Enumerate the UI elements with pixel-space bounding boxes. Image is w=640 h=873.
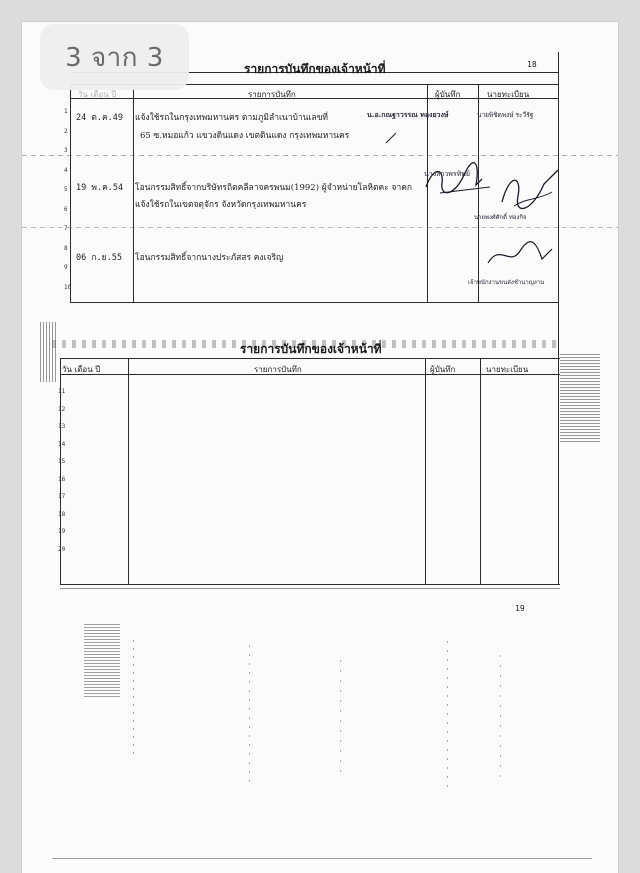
entry-1-recorder-stamp: น.อ.กณฐาวรรณ ทองยวงษ์ — [367, 111, 449, 119]
sheet-top-row-number: 10 — [64, 283, 72, 291]
sheet-top-row-number: 8 — [64, 244, 68, 252]
sheet-bottom-row-number: 20 — [58, 545, 66, 553]
scan-smudge-left — [84, 622, 120, 697]
sheet-top-page-number: 18 — [527, 60, 537, 69]
scan-dash-line-2 — [22, 227, 618, 228]
entry-1-registrar-stamp: นายพิชิตพงษ์ ระวีรัฐ — [477, 111, 534, 119]
sheet-bottom-col-registrar: นายทะเบียน — [486, 365, 529, 374]
sheet-top-title: รายการบันทึกของเจ้าหน้าที่ — [244, 62, 386, 76]
entry-2-date: 19 พ.ค.54 — [76, 183, 124, 193]
scan-dotted-column-4 — [447, 637, 448, 787]
scan-dash-line-1 — [22, 155, 618, 156]
sheet-top-row-number: 4 — [64, 166, 68, 174]
signature-entry-3-registrar — [480, 237, 560, 277]
page-indicator: 3 จาก 3 — [40, 24, 189, 90]
sheet-top-row-number: 9 — [64, 264, 68, 271]
entry-3-registrar-stamp: เจ้าพนักงานขนส่งชำนาญงาน — [468, 279, 545, 286]
sheet-top-col-registrar: นายทะเบียน — [487, 90, 530, 99]
signature-entry-1-recorder — [382, 127, 412, 147]
sheet-top-row-number: 5 — [64, 186, 68, 193]
sheet-bottom-page-number: 19 — [515, 604, 525, 613]
scanned-page — [22, 22, 618, 873]
sheet-bottom-row-number: 15 — [58, 458, 66, 465]
sheet-bottom-row-number: 19 — [58, 528, 66, 535]
scan-dotted-column-3 — [340, 652, 341, 772]
sheet-top-row-number: 1 — [64, 108, 68, 115]
sheet-bottom-row-number: 14 — [58, 440, 66, 448]
entry-3-date: 06 ก.ย.55 — [76, 253, 122, 263]
sheet-bottom-row-number: 18 — [58, 510, 66, 518]
sheet-bottom-col-date: วัน เดือน ปี — [62, 365, 101, 374]
sheet-top-row-number: 6 — [64, 205, 68, 213]
scan-dotted-column-2 — [249, 642, 250, 782]
sheet-bottom-col-recorder: ผู้บันทึก — [430, 365, 456, 374]
scan-shadow-left — [40, 322, 56, 382]
scan-dotted-column-1 — [133, 634, 134, 754]
scan-shadow-right — [560, 352, 600, 442]
sheet-bottom-row-number: 17 — [58, 493, 66, 500]
sheet-bottom-col-record: รายการบันทึก — [254, 365, 302, 374]
sheet-bottom-row-number: 16 — [58, 475, 66, 483]
sheet-top-row-number: 3 — [64, 147, 68, 154]
entry-2-line1: โอนกรรมสิทธิ์จากบริษัทรถิตคลีลาจครพนม(1992) ผู้จำหน่ายโลหิตคะ จาคก — [135, 183, 413, 193]
sheet-top-row-number: 7 — [64, 225, 68, 232]
scan-dotted-column-5 — [500, 647, 501, 777]
sheet-bottom-title: รายการบันทึกของเจ้าหน้าที่ — [240, 342, 382, 356]
sheet-top-row-number: 2 — [64, 127, 68, 135]
entry-3-line1: โอนกรรมสิทธิ์จากนางประภัสสร คงเจริญ — [135, 253, 284, 263]
sheet-top-col-record: รายการบันทึก — [248, 90, 296, 99]
entry-2-registrar-stamp: นายพงศ์ศักดิ์ ท่องกิจ — [474, 214, 527, 221]
sheet-top-col-date: วัน เดือน ปี — [78, 90, 117, 99]
entry-1-line1: แจ้งใช้รถในกรุงเทพมหานคร ตามภูมิลำเนาบ้านเลขที่ — [135, 113, 328, 123]
sheet-top-col-recorder: ผู้บันทึก — [435, 90, 461, 99]
entry-1-line2: 65 ซ.หมอแก้ว แขวงดินแดง เขตดินแดง กรุงเทพมหานคร — [140, 131, 350, 141]
signature-entry-2-registrar — [492, 162, 562, 222]
entry-2-recorder-stamp: นางสาวพรทิพย์ — [424, 170, 470, 178]
sheet-bottom-row-number: 11 — [58, 388, 66, 395]
scan-bottom-line — [52, 858, 592, 859]
sheet-bottom-row-number: 12 — [58, 405, 66, 413]
entry-1-date: 24 ต.ค.49 — [76, 113, 124, 123]
entry-2-line2: แจ้งใช้รถในเขตจตุจักร จังหวัดกรุงเทพมหานคร — [135, 200, 307, 210]
sheet-bottom-row-number: 13 — [58, 423, 66, 430]
